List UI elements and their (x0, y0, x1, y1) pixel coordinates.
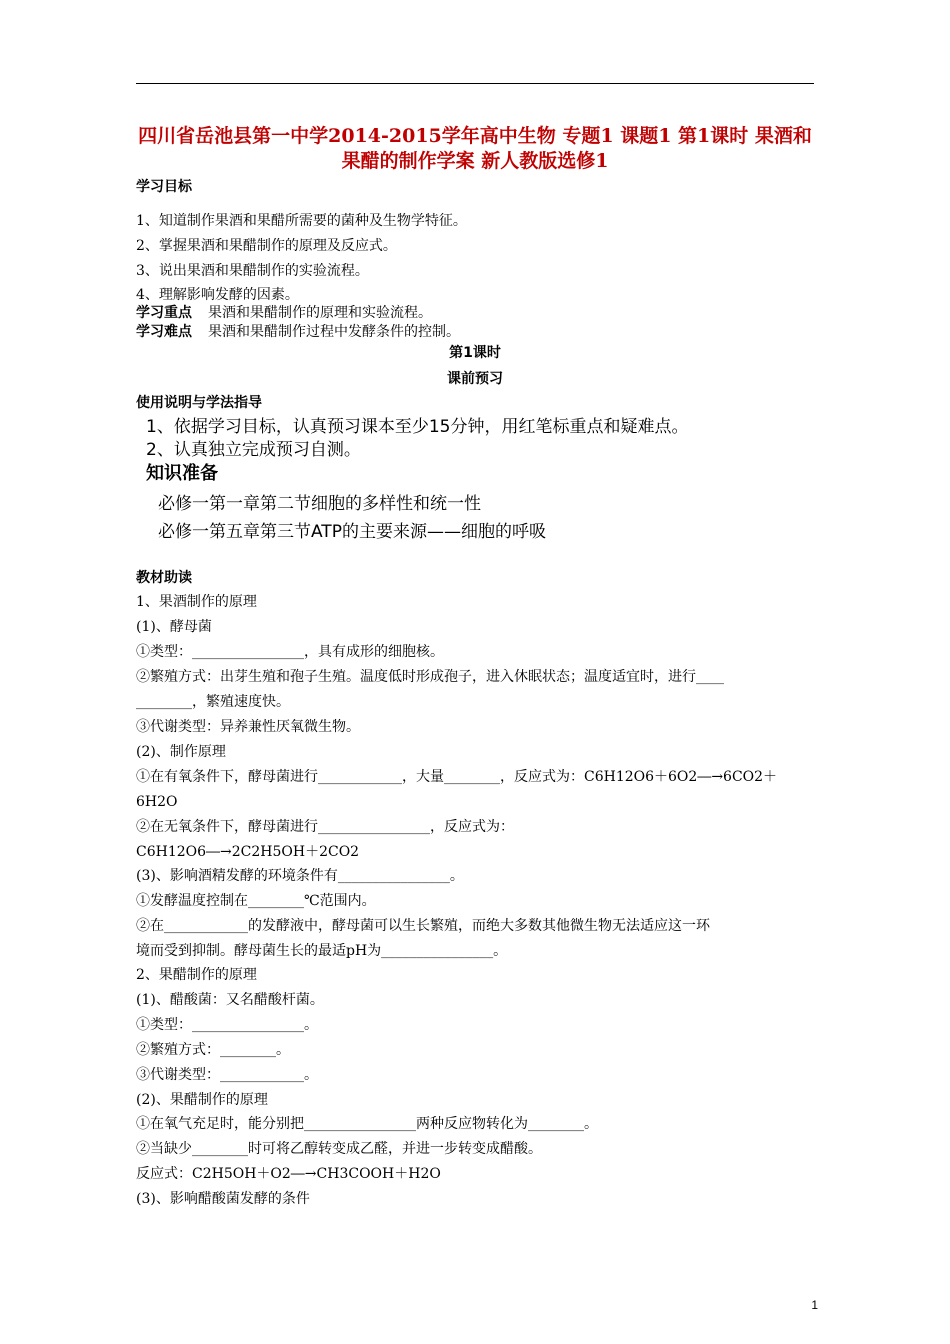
objective-item: 4、理解影响发酵的因素。 (136, 287, 299, 303)
reading-line: ②当缺少________时可将乙醇转变成乙醛，并进一步转变成醋酸。 (136, 1141, 542, 1157)
preview-label: 课前预习 (447, 371, 503, 387)
reading-line: C6H12O6―→2C2H5OH＋2CO2 (136, 844, 360, 860)
reading-line: ③代谢类型：____________。 (136, 1067, 318, 1083)
instruction-item-2: 2、认真独立完成预习自测。 (146, 440, 361, 460)
instructions-heading: 使用说明与学法指导 (136, 395, 262, 411)
reading-line: 2、果醋制作的原理 (136, 967, 257, 983)
lesson-label: 第1课时 (449, 345, 501, 361)
difficult-label: 学习难点 (136, 324, 192, 340)
knowledge-heading: 知识准备 (146, 463, 218, 484)
objective-item: 1、知道制作果酒和果醋所需要的菌种及生物学特征。 (136, 213, 467, 229)
reading-heading: 教材助读 (136, 570, 192, 586)
reading-line: (1)、酵母菌 (136, 619, 212, 635)
objective-item: 2、掌握果酒和果醋制作的原理及反应式。 (136, 238, 397, 254)
reading-line: ①在有氧条件下，酵母菌进行____________，大量________，反应式为：C6H12O6＋6O2―→6CO2＋ (136, 769, 778, 785)
instruction-item-1: 1、依据学习目标，认真预习课本至少15分钟，用红笔标重点和疑难点。 (146, 417, 689, 437)
reading-line: ________，繁殖速度快。 (136, 694, 290, 710)
reading-line: 境而受到抑制。酵母菌生长的最适pH为________________。 (136, 943, 508, 959)
reading-line: ①发酵温度控制在________℃范围内。 (136, 893, 376, 909)
objectives-heading: 学习目标 (136, 179, 192, 195)
key-points (136, 304, 432, 322)
difficult-points (136, 323, 460, 341)
reading-line: 反应式：C2H5OH＋O2―→CH3COOH＋H2O (136, 1166, 441, 1182)
knowledge-line-2: 必修一第五章第三节ATP的主要来源——细胞的呼吸 (158, 522, 546, 542)
key-label: 学习重点 (136, 305, 192, 321)
reading-line: ③代谢类型：异养兼性厌氧微生物。 (136, 719, 360, 735)
knowledge-line-1: 必修一第一章第二节细胞的多样性和统一性 (158, 494, 481, 514)
reading-line: ①类型：________________。 (136, 1017, 318, 1033)
reading-line: (2)、制作原理 (136, 744, 226, 760)
reading-line: 6H2O (136, 794, 178, 810)
reading-line: ②繁殖方式：出芽生殖和孢子生殖。温度低时形成孢子，进入休眠状态；温度适宜时，进行____ (136, 669, 724, 685)
reading-line: ①类型：________________，具有成形的细胞核。 (136, 644, 444, 660)
header-rule (136, 83, 814, 84)
reading-line: (2)、果醋制作的原理 (136, 1092, 268, 1108)
reading-line: 1、果酒制作的原理 (136, 594, 257, 610)
difficult-text: 果酒和果醋制作过程中发酵条件的控制。 (208, 324, 460, 340)
document-title: 四川省岳池县第一中学2014-2015学年高中生物 专题1 课题1 第1课时 果酒和果醋的制作学案 新人教版选修1 (138, 125, 812, 172)
reading-line: (3)、影响醋酸菌发酵的条件 (136, 1191, 310, 1207)
key-text: 果酒和果醋制作的原理和实验流程。 (208, 305, 432, 321)
page-number: 1 (811, 1298, 818, 1312)
reading-line: ①在氧气充足时，能分别把________________两种反应物转化为________。 (136, 1116, 598, 1132)
reading-line: ②在____________的发酵液中，酵母菌可以生长繁殖，而绝大多数其他微生物无法适应这一环 (136, 918, 710, 934)
reading-line: ②在无氧条件下，酵母菌进行________________，反应式为： (136, 819, 514, 835)
reading-line: (3)、影响酒精发酵的环境条件有________________。 (136, 868, 464, 884)
reading-line: ②繁殖方式：________。 (136, 1042, 290, 1058)
reading-line: (1)、醋酸菌：又名醋酸杆菌。 (136, 992, 324, 1008)
objective-item: 3、说出果酒和果醋制作的实验流程。 (136, 263, 369, 279)
